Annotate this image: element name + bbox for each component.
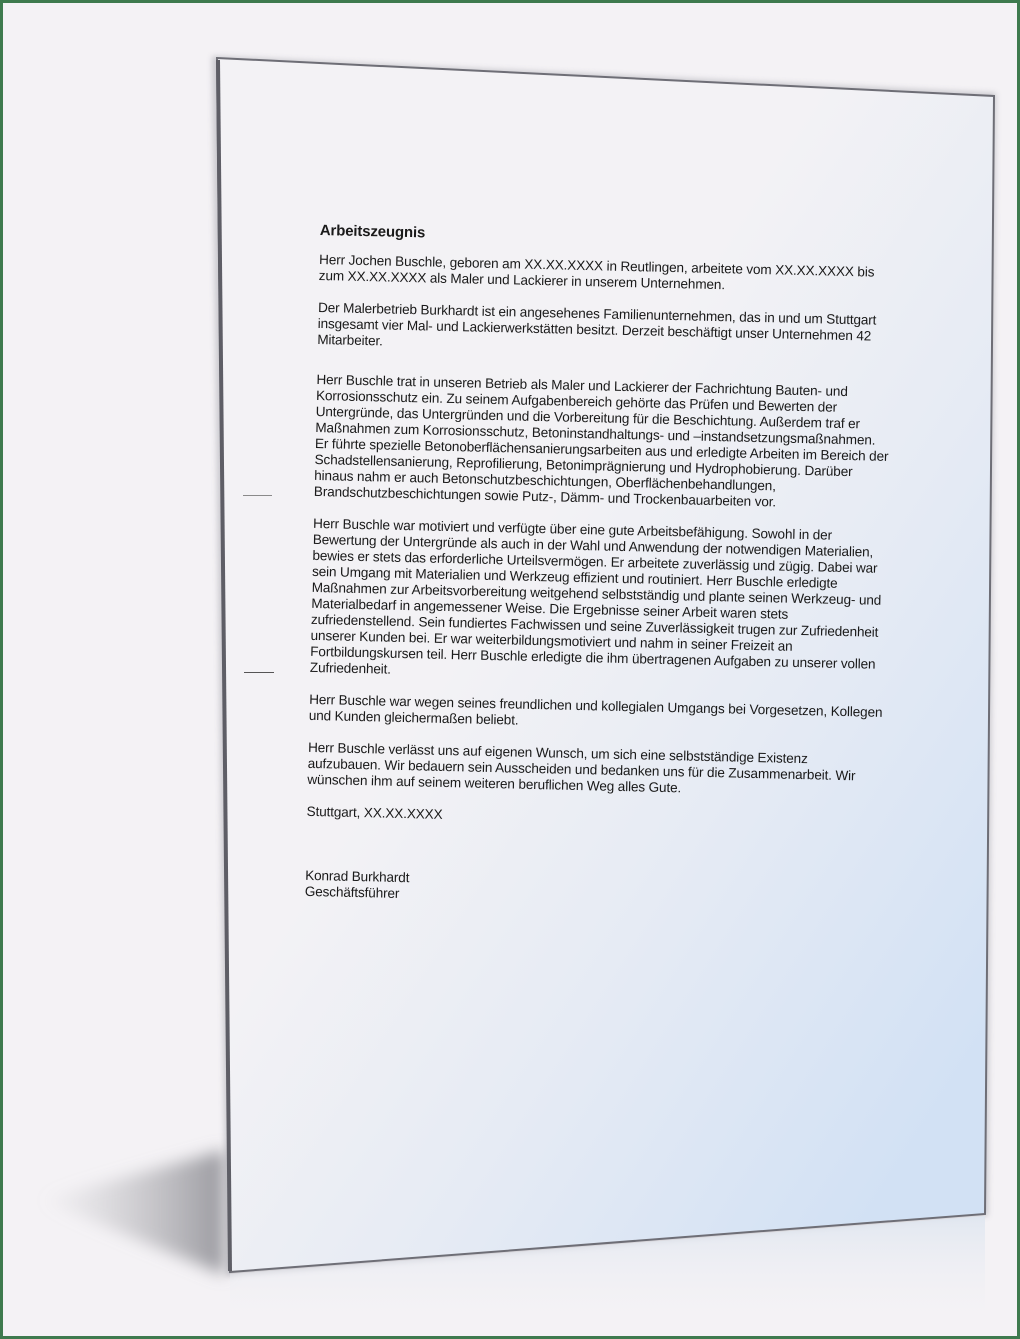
paragraph-performance: Herr Buschle war motiviert und verfügte über eine gute Arbeitsbefähigung. Sowohl in der Bewertung der Untergründe als auch in der Wahl und Anwendung der notwendigen Materialien, bewies er stets das erforderliche Urteilsvermögen. Er arbeitete zuverlässig und zügig. Dabei war sein Umgang mit Materialien und Werkzeug effizient und routiniert. Herr Buschle erledigte Maßnahmen zur Arbeitsvorbereitung weitgehend selbstständig und plante seinen Werkzeug- und Materialbedarf in angemessener Weise. Die Ergebnisse seiner Arbeit waren stets zufriedenstellend. Sein fundiertes Fachwissen und seine Zuverlässigkeit trugen zur Zufriedenheit unserer Kunden bei. Er war weiterbildungsmotiviert und nahm in seiner Freizeit an Fortbildungskursen teil. Herr Buschle erledigte die ihm übertragenen Aufgaben zu unserer vollen Zufriedenheit. — [309, 515, 882, 677]
paragraph-duties: Herr Buschle trat in unseren Betrieb als Maler und Lackierer der Fachrichtung Bauten- und Korrosionsschutz ein. Zu seinem Aufgabenbereich gehörte das Prüfen und Bewerten der Untergründe, das Untergründen und die Vorbereitung für die Beschichtung. Außerdem traf er Maßnahmen zum Korrosionsschutz, Betoninstandhaltungs- und –instandsetzungsmaßnahmen. Er führte spezielle Betonoberflächensanierungsarbeiten aus und erledigte Arbeiten im Bereich der Schadstellensanierung, Reprofilierung, Betonimprägnierung und Hydrophobierung. Darüber hinaus nahm er auch Betonschutzbeschichtungen, Oberflächenbehandlungen, Brandschutzbeschichtungen sowie Putz-, Dämm- und Trockenbauarbeiten vor. — [313, 371, 889, 510]
paragraph-company: Der Malerbetrieb Burkhardt ist ein angesehenes Familienunternehmen, das in und um Stuttgart insgesamt vier Mal- und Lackierwerkstätten besitzt. Derzeit beschäftigt unser Unternehmen 42 Mitarbeiter. — [317, 299, 877, 349]
document-title: Arbeitszeugnis — [319, 222, 426, 242]
page-cast-shadow — [40, 1150, 225, 1275]
fold-mark-top — [243, 495, 272, 496]
fold-mark-middle — [244, 672, 274, 673]
place-date: Stuttgart, XX.XX.XXXX — [306, 803, 443, 822]
signature-name: Konrad Burkhardt — [305, 867, 410, 886]
paragraph-farewell: Herr Buschle verlässt uns auf eigenen Wunsch, um sich eine selbstständige Existenz aufzubauen. Wir bedauern sein Ausscheiden und bedanken uns für die Zusammenarbeit. Wir wünschen ihm auf seinem weiteren beruflichen Weg alles Gute. — [307, 739, 856, 796]
document-body — [305, 222, 895, 913]
signature-role: Geschäftsführer — [304, 883, 400, 901]
paragraph-intro: Herr Jochen Buschle, geboren am XX.XX.XXXX in Reutlingen, arbeitete vom XX.XX.XXXX bis zum XX.XX.XXXX als Maler und Lackierer in unserem Unternehmen. — [318, 251, 875, 293]
paragraph-social: Herr Buschle war wegen seines freundlichen und kollegialen Umgangs bei Vorgesetzen, Kollegen und Kunden gleichermaßen beliebt. — [308, 691, 883, 728]
